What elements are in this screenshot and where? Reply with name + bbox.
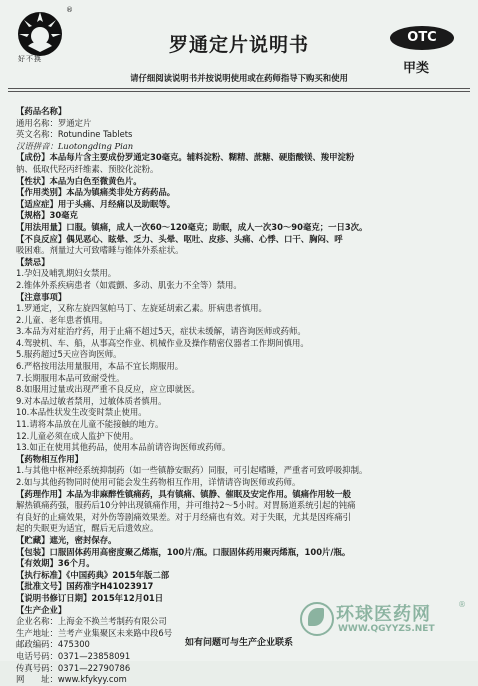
header-divider-2 (8, 91, 470, 92)
text-line: 7.长期服用本品可致耐受性。 (16, 372, 125, 383)
text-line: 【注意事项】 (16, 291, 67, 302)
text-line: 【贮藏】遮光，密封保存。 (16, 534, 117, 545)
text-line: 邮政编码：475300 (16, 639, 90, 650)
text-line: 【性状】本品为白色至微黄色片。 (16, 175, 142, 186)
text-line: 1.与其他中枢神经系统抑制药（如一些镇静安眠药）同服，可引起嗜睡，严重者可致呼吸抑制。 (16, 465, 368, 476)
usage-notice: 请仔细阅读说明书并按说明使用或在药师指导下购买和使用 (130, 73, 348, 83)
text-line: 3.本品为对症治疗药，用于止痛不超过5天，症状未缓解，请咨询医师或药师。 (16, 326, 306, 337)
text-line: 【适应症】用于头痛、月经痛以及助眠等。 (16, 198, 176, 209)
text-line: 1.孕妇及哺乳期妇女禁用。 (16, 268, 117, 279)
text-line: 钠、低取代羟丙纤维素、预胶化淀粉。 (16, 163, 159, 174)
text-line: 8.如服用过量或出现严重不良反应，应立即就医。 (16, 384, 200, 395)
text-line: 10.本品性状发生改变时禁止使用。 (16, 407, 147, 418)
text-line: 【药理作用】本品为非麻醉性镇痛药，具有镇痛、镇静、催眠及安定作用。镇痛作用较一般 (16, 488, 351, 499)
text-line: 2.如与其他药物同时使用可能会发生药物相互作用，详情请咨询医师或药师。 (16, 477, 301, 487)
text-line: 网 址：www.kfykyy.com (16, 674, 127, 685)
text-line: 12.儿童必须在成人监护下使用。 (16, 430, 139, 441)
text-line: 1.罗通定，又称左旋四氢帕马丁、左旋延胡索乙素。肝病患者慎用。 (16, 303, 267, 314)
text-line: 吸困难。剂量过大可致嗜睡与锥体外系症状。 (16, 245, 184, 256)
text-line: 2.儿童、老年患者慎用。 (16, 314, 108, 325)
otc-category: 甲类 (403, 61, 430, 76)
text-line: 【作用类别】本品为镇痛类非处方药药品。 (16, 187, 176, 198)
watermark (300, 600, 470, 640)
text-line: 13.如正在使用其他药品，使用本品前请咨询医师或药师。 (16, 442, 231, 453)
watermark-registered: ® (458, 600, 466, 609)
text-line: 生产地址：兰考产业集聚区未来路中段6号 (16, 627, 173, 638)
text-line: 5.服药超过5天应咨询医师。 (16, 349, 122, 360)
leaflet-body (16, 106, 464, 686)
watermark-name: 环球医药网 (336, 604, 431, 625)
text-line: 传真号码：0371—22790786 (16, 662, 131, 673)
text-line: 【不良反应】偶见恶心、眩晕、乏力、头晕、呕吐、皮疹、头痛、心悸、口干、胸闷、呼 (16, 233, 343, 244)
text-line: 【规格】30毫克 (16, 210, 78, 221)
text-line: 英文名称：Rotundine Tablets (16, 129, 133, 140)
text-line: 【禁忌】 (16, 256, 50, 267)
watermark-url: WWW.QGYYZS.NET (338, 624, 435, 634)
text-line: 【药品名称】 (16, 106, 67, 116)
contact-footer: 如有问题可与生产企业联系 (184, 638, 293, 648)
text-line: 【用法用量】口服。镇痛，成人一次60～120毫克；助眠，成人一次30～90毫克；一日3次。 (16, 221, 368, 232)
text-line: 【生产企业】 (16, 604, 67, 615)
header-divider (8, 88, 470, 89)
text-line: 解热镇痛药强，服药后10分钟出现镇痛作用，并可维持2～5小时。对胃肠道系统引起的钝痛 (16, 500, 356, 511)
text-line: 电话号码：0371—23858091 (16, 650, 131, 661)
text-line: 4.驾驶机、车、船，从事高空作业、机械作业及操作精密仪器者工作期间慎用。 (16, 337, 309, 348)
text-line: 【说明书修订日期】2015年12月01日 (16, 592, 164, 603)
text-line: 【批准文号】国药准字H41023917 (16, 581, 154, 592)
page-title: 罗通定片说明书 (168, 34, 309, 56)
text-line: 11.请将本品放在儿童不能接触的地方。 (16, 419, 164, 430)
text-line: 汉语拼音：Luotongding Pian (16, 140, 134, 151)
text-line: 有良好的止痛效果，对外伤等剧痛效果差。对于月经痛也有效。对于失眠，尤其是因疼痛引 (16, 511, 351, 522)
text-line: 【包装】口服固体药用高密度聚乙烯瓶，100片/瓶。口服固体药用聚丙烯瓶，100片/瓶。 (16, 546, 351, 557)
text-line: 企业名称：上海金不换兰考制药有限公司 (16, 616, 167, 627)
registered-mark: ® (66, 6, 73, 14)
text-line: 起的失眠更为适宜，醒后无后遗效应。 (16, 523, 159, 534)
text-line: 【执行标准】《中国药典》2015年版二部 (16, 569, 170, 580)
text-line: 9.对本品过敏者禁用，过敏体质者慎用。 (16, 395, 167, 406)
text-line: 【成份】本品每片含主要成份罗通定30毫克。辅料淀粉、糊精、蔗糖、硬脂酸镁、羧甲淀粉 (16, 152, 355, 163)
text-line: 【药物相互作用】 (16, 453, 83, 464)
text-line: 6.严格按用法用量服用，本品不宜长期服用。 (16, 361, 184, 372)
text-line: 2.锥体外系疾病患者（如震颤、多动、肌张力不全等）禁用。 (16, 279, 242, 290)
brand-name: 好不换 (18, 55, 42, 63)
text-line: 【有效期】36个月。 (16, 558, 95, 569)
otc-badge: OTC (390, 26, 454, 50)
text-line: 通用名称：罗通定片 (16, 117, 92, 128)
